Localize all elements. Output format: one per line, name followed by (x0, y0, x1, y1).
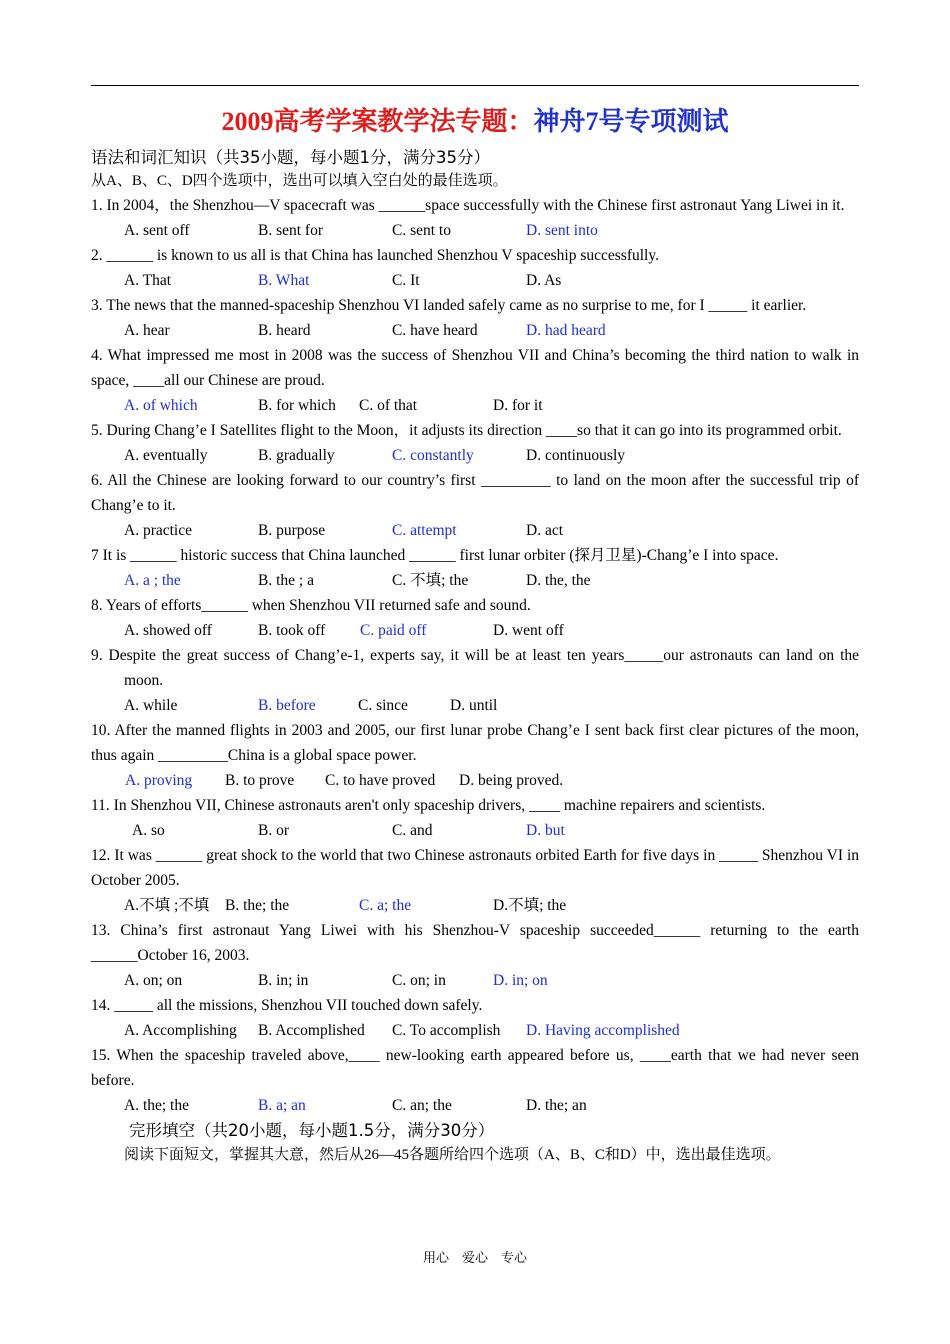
question-6-text: 6. All the Chinese are looking forward to our country’s first _________ to land on the moon after the successful trip of Chang’e to it. (91, 472, 859, 514)
page-title (91, 103, 859, 141)
option-c-answer: C. paid off (360, 622, 427, 639)
option-b-answer: B. before (258, 697, 316, 714)
option-b: B. or (258, 822, 289, 839)
option-b: B. the; the (225, 897, 290, 914)
option-d-answer: D. in; on (493, 972, 548, 989)
option-c: C. and (392, 822, 433, 839)
question-13-options (91, 968, 859, 993)
title-part-1: 2009高考学案教学法专题： (221, 107, 534, 136)
option-a: A. That (124, 272, 172, 289)
header-rule (91, 85, 859, 86)
question-11-text: 11. In Shenzhou VII, Chinese astronauts aren't only spaceship drivers, ____ machine repairers and scientists. (91, 797, 766, 814)
option-c: C. on; in (392, 972, 446, 989)
option-a: A. while (124, 697, 178, 714)
section-2-heading: 完形填空（共20小题，每小题1.5分，满分30分） (129, 1121, 495, 1140)
question-15-options (91, 1093, 859, 1118)
option-b: B. to prove (225, 772, 295, 789)
option-d: D. As (526, 272, 562, 289)
option-c: C. since (358, 697, 408, 714)
option-a: A. eventually (124, 447, 208, 464)
option-b: B. took off (258, 622, 326, 639)
option-c: C. To accomplish (392, 1022, 501, 1039)
option-b: B. purpose (258, 522, 326, 539)
question-13-text: 13. China’s first astronaut Yang Liwei with his Shenzhou-V spaceship succeeded______ returning to the earth ______October 16, 2003. (91, 922, 859, 964)
section-1-instruction: 从A、B、C、D四个选项中，选出可以填入空白处的最佳选项。 (91, 173, 508, 189)
option-a: A. sent off (124, 222, 190, 239)
question-10-text: 10. After the manned flights in 2003 and 2005, our first lunar probe Chang’e I sent back first clear pictures of the moon, thus again _________China is a global space power. (91, 722, 859, 764)
option-c: C. have heard (392, 322, 478, 339)
option-c: C. of that (359, 397, 418, 414)
question-5-text: 5. During Chang’e I Satellites flight to the Moon，it adjusts its direction ____so that it can go into its programmed orbit. (91, 422, 842, 439)
question-9-text: 9. Despite the great success of Chang’e-1, experts say, it will be at least ten years_____our astronauts can land on the moon. (91, 647, 859, 689)
option-b-answer: B. What (258, 272, 310, 289)
option-d-answer: D. Having accomplished (526, 1022, 680, 1039)
option-b: B. heard (258, 322, 311, 339)
question-6-options (91, 518, 859, 543)
option-b: B. the ; a (258, 572, 314, 589)
question-list (91, 193, 859, 1118)
option-a: A. hear (124, 322, 170, 339)
option-b: B. for which (258, 397, 336, 414)
page-footer: 用心 爱心 专心 (422, 1250, 527, 1265)
option-b: B. Accomplished (258, 1022, 365, 1039)
option-a-answer: A. a ; the (124, 572, 181, 589)
document-body (91, 145, 859, 1168)
option-c: C. to have proved (325, 772, 436, 789)
option-d: D. until (450, 697, 498, 714)
option-a: A.不填 ;不填 (124, 897, 210, 914)
option-d: D.不填; the (493, 897, 567, 914)
question-2-text: 2. ______ is known to us all is that China has launched Shenzhou V spaceship successfully. (91, 247, 659, 264)
question-1-text: 1. In 2004，the Shenzhou—V spacecraft was ______space successfully with the Chinese first astronaut Yang Liwei in it. (91, 197, 845, 214)
title-part-2: 神舟7号专项测试 (533, 107, 729, 136)
option-d-answer: D. had heard (526, 322, 606, 339)
question-4-options (91, 393, 859, 418)
option-d: D. for it (493, 397, 543, 414)
option-d: D. the; an (526, 1097, 587, 1114)
option-b: B. in; in (258, 972, 309, 989)
option-c-answer: C. attempt (392, 522, 457, 539)
question-11-options (91, 818, 859, 843)
question-8-text: 8. Years of efforts______ when Shenzhou VII returned safe and sound. (91, 597, 531, 614)
question-12-options (91, 893, 859, 918)
option-a: A. showed off (124, 622, 212, 639)
section-2-instruction: 阅读下面短文，掌握其大意，然后从26—45各题所给四个选项（A、B、C和D）中，选出最佳选项。 (124, 1147, 781, 1163)
question-4-text: 4. What impressed me most in 2008 was the success of Shenzhou VII and China’s becoming the third nation to walk in space, ____all our Chinese are proud. (91, 347, 859, 389)
question-8-options (91, 618, 859, 643)
question-15-text: 15. When the spaceship traveled above,____ new-looking earth appeared before us, ____earth that we had never seen before. (91, 1047, 859, 1089)
option-d: D. act (526, 522, 564, 539)
question-7-options (91, 568, 859, 593)
question-3-options (91, 318, 859, 343)
question-14-text: 14. _____ all the missions, Shenzhou VII touched down safely. (91, 997, 483, 1014)
option-a: A. practice (124, 522, 192, 539)
option-d: D. went off (493, 622, 564, 639)
question-9-options (91, 693, 859, 718)
option-c: C. It (392, 272, 420, 289)
question-3-text: 3. The news that the manned-spaceship Shenzhou VI landed safely came as no surprise to me, for I _____ it earlier. (91, 297, 807, 314)
question-10-options (91, 768, 859, 793)
option-a-answer: A. proving (125, 772, 193, 789)
question-12-text: 12. It was ______ great shock to the world that two Chinese astronauts orbited Earth for five days in _____ Shenzhou VI in October 2005. (91, 847, 859, 889)
option-a: A. on; on (124, 972, 183, 989)
section-1-heading: 语法和词汇知识（共35小题，每小题1分，满分35分） (91, 148, 490, 167)
option-a-answer: A. of which (124, 397, 198, 414)
option-c-answer: C. a; the (359, 897, 412, 914)
question-2-options (91, 268, 859, 293)
option-c: C. an; the (392, 1097, 452, 1114)
option-d: D. continuously (526, 447, 626, 464)
question-14-options (91, 1018, 859, 1043)
option-a: A. Accomplishing (124, 1022, 237, 1039)
option-b: B. sent for (258, 222, 324, 239)
option-d: D. being proved. (459, 772, 564, 789)
option-b-answer: B. a; an (258, 1097, 306, 1114)
option-c: C. 不填; the (392, 572, 469, 589)
question-1-options (91, 218, 859, 243)
option-b: B. gradually (258, 447, 335, 464)
question-7-text: 7 It is ______ historic success that China launched ______ first lunar orbiter (探月卫星)-Chang’e I into space. (91, 547, 779, 564)
option-a: A. so (132, 822, 165, 839)
option-d: D. the, the (526, 572, 591, 589)
option-c-answer: C. constantly (392, 447, 474, 464)
option-a: A. the; the (124, 1097, 189, 1114)
question-5-options (91, 443, 859, 468)
option-c: C. sent to (392, 222, 451, 239)
option-d-answer: D. sent into (526, 222, 598, 239)
option-d-answer: D. but (526, 822, 565, 839)
